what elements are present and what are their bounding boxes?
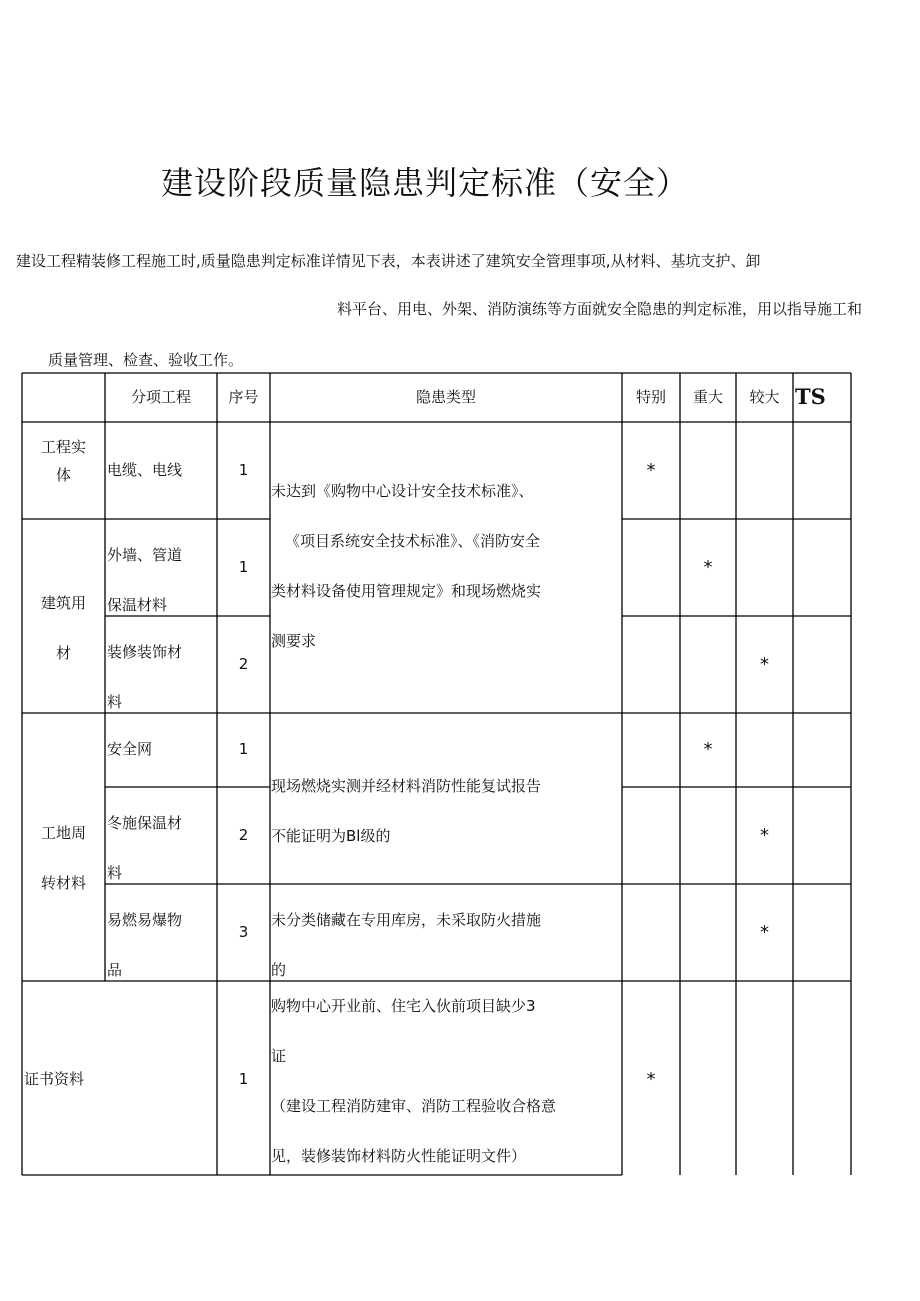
hazard-standards-not-met: 未达到《购物中心设计安全技术标准》、 《项目系统安全技术标准》、《消防安全 类材料设备使用管理规定》和现场燃烧实 测要求 [271,482,542,650]
level-mark-large: * [760,654,769,675]
item-flammable-explosive: 易燃易爆物 品 [107,911,183,979]
intro-line-3: 质量管理、检查、验收工作。 [48,351,244,369]
item-decoration-material: 装修装饰材 料 [107,643,183,711]
row-no: 2 [238,826,249,844]
item-safety-net: 安全网 [107,740,153,758]
level-mark-large: * [760,922,769,943]
item-winter-insulation: 冬施保温材 料 [107,814,183,882]
page-title: 建设阶段质量隐患判定标准（安全） [160,164,689,202]
hazard-missing-certificates: 购物中心开业前、住宅入伙前项目缺少3 证 （建设工程消防建审、消防工程验收合格意 见，装修装饰材料防火性能证明文件） [271,997,557,1165]
group-building-materials: 建筑用 材 [40,594,86,662]
row-no: 2 [238,655,249,673]
item-wall-pipe-insulation: 外墙、管道 保温材料 [107,546,183,614]
level-mark-large: * [760,825,769,846]
item-cable-wire: 电缆、电线 [107,461,183,479]
hazard-storage: 未分类储藏在专用库房，未采取防火措施 的 [271,911,542,979]
intro-line-1: 建设工程精装修工程施工时,质量隐患判定标准详情见下表，本表讲述了建筑安全管理事项,从材料、基坑支护、卸 [16,252,761,270]
group-certificates: 证书资料 [24,1070,85,1088]
header-hazard-type: 隐患类型 [415,388,476,406]
row-no: 1 [238,461,249,479]
row-no: 1 [238,740,249,758]
header-no: 序号 [228,388,259,406]
intro-line-2: 料平台、用电、外架、消防演练等方面就安全隐患的判定标准，用以指导施工和 [336,300,862,318]
group-site-turnover-materials: 工地周 转材料 [40,824,86,892]
level-mark-major: * [703,739,713,760]
header-ts: TS [795,384,826,409]
row-no: 1 [238,558,249,576]
row-no: 3 [238,923,249,941]
row-no: 1 [238,1070,249,1088]
header-large: 较大 [749,388,780,406]
header-item: 分项工程 [130,388,191,406]
header-special: 特别 [635,388,666,406]
header-major: 重大 [692,388,723,406]
hazard-fire-test-fail: 现场燃烧实测并经材料消防性能复试报告 不能证明为Bl级的 [271,777,542,845]
group-engineering-entity: 工程实 体 [40,438,86,484]
level-mark-special: * [646,1069,656,1090]
level-mark-major: * [703,557,713,578]
level-mark-special: * [646,460,656,481]
